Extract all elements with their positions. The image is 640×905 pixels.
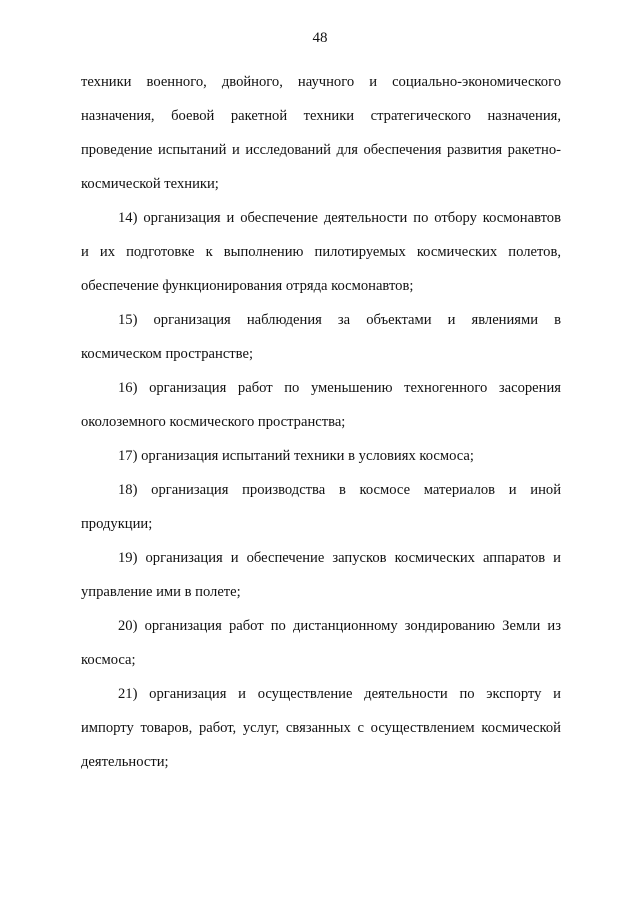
text-line: импорту товаров, работ, услуг, связанных с осуществлением космической bbox=[81, 720, 561, 736]
text-line: продукции; bbox=[81, 516, 153, 532]
text-line: 16) организация работ по уменьшению техногенного засорения bbox=[118, 380, 561, 396]
list-item-20 bbox=[81, 609, 561, 677]
text-line: управление ими в полете; bbox=[81, 584, 241, 600]
text-line: 20) организация работ по дистанционному зондированию Земли из bbox=[118, 618, 561, 634]
text-line: околоземного космического пространства; bbox=[81, 414, 346, 430]
text-line: и их подготовке к выполнению пилотируемых космических полетов, bbox=[81, 244, 561, 260]
text-line: деятельности; bbox=[81, 754, 169, 770]
list-item-17 bbox=[81, 439, 561, 473]
list-item-16 bbox=[81, 371, 561, 439]
text-line: 18) организация производства в космосе материалов и иной bbox=[118, 482, 561, 498]
text-line: космическом пространстве; bbox=[81, 346, 254, 362]
paragraph-continuation bbox=[81, 65, 561, 201]
list-item-21 bbox=[81, 677, 561, 779]
text-line: 17) организация испытаний техники в условиях космоса; bbox=[118, 448, 474, 464]
text-line: 21) организация и осуществление деятельности по экспорту и bbox=[118, 686, 561, 702]
text-line: 14) организация и обеспечение деятельности по отбору космонавтов bbox=[118, 210, 561, 226]
text-line: техники военного, двойного, научного и социально-экономического bbox=[81, 74, 561, 90]
page-number: 48 bbox=[312, 30, 328, 46]
text-line: 19) организация и обеспечение запусков космических аппаратов и bbox=[118, 550, 561, 566]
list-item-14 bbox=[81, 201, 561, 303]
text-line: проведение испытаний и исследований для обеспечения развития ракетно- bbox=[81, 142, 561, 158]
text-line: 15) организация наблюдения за объектами и явлениями в bbox=[118, 312, 561, 328]
document-body bbox=[81, 65, 561, 779]
list-item-15 bbox=[81, 303, 561, 371]
text-line: назначения, боевой ракетной техники стратегического назначения, bbox=[81, 108, 561, 124]
list-item-18 bbox=[81, 473, 561, 541]
list-item-19 bbox=[81, 541, 561, 609]
text-line: космоса; bbox=[81, 652, 136, 668]
text-line: обеспечение функционирования отряда космонавтов; bbox=[81, 278, 414, 294]
text-line: космической техники; bbox=[81, 176, 219, 192]
